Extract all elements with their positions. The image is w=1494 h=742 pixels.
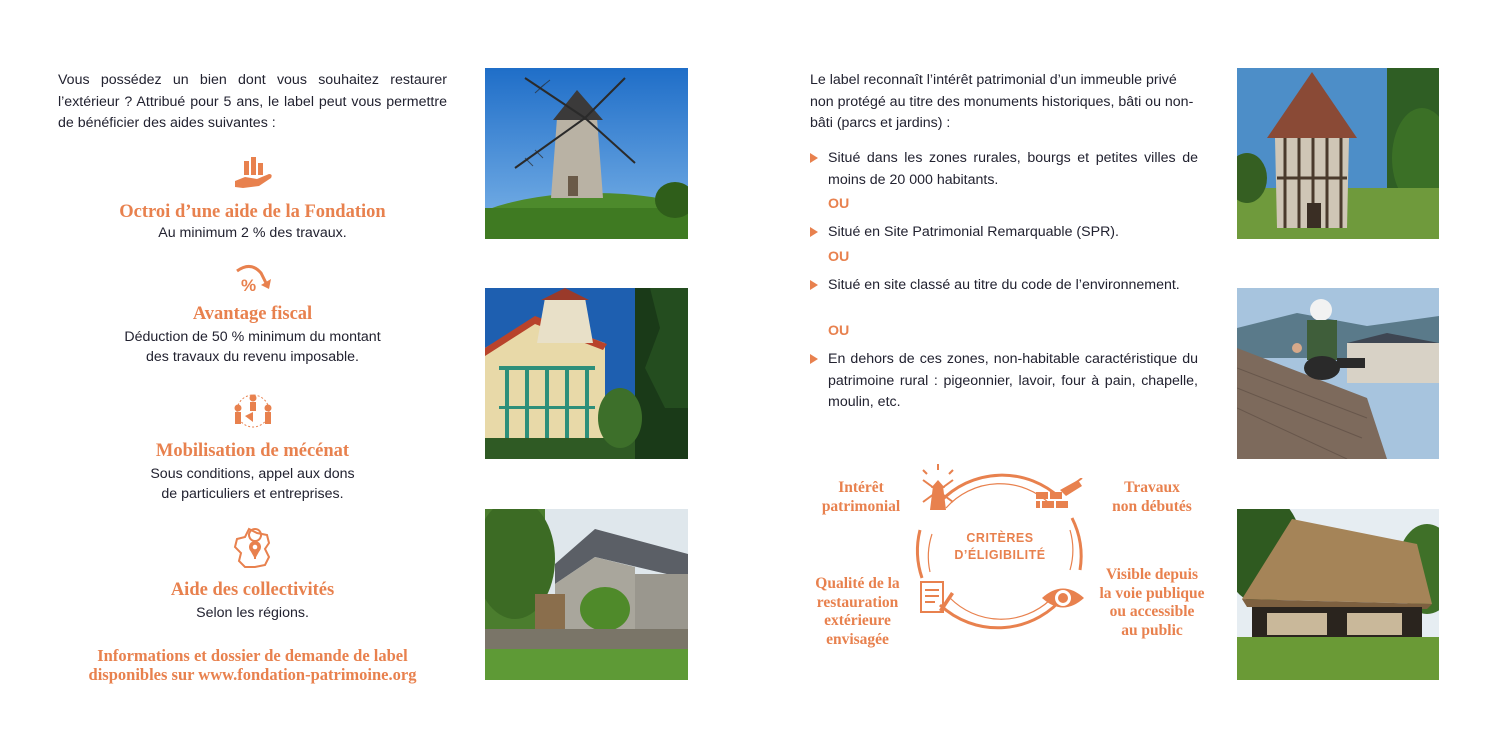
or-separator: OU bbox=[828, 249, 850, 265]
windmill-photo bbox=[485, 68, 688, 239]
criterion-text: Situé en Site Patrimonial Remarquable (SPR). bbox=[828, 224, 1119, 240]
windmill-icon bbox=[915, 462, 961, 512]
bricks-trowel-icon bbox=[1034, 478, 1084, 514]
bullet-triangle-icon bbox=[810, 354, 818, 364]
benefit-title: Octroi d’une aide de la Fondation bbox=[119, 202, 386, 222]
benefit-collectivites bbox=[58, 527, 447, 623]
benefit-fondation bbox=[58, 155, 447, 243]
criterion-line: Qualité de la bbox=[815, 575, 900, 592]
benefit-title: Aide des collectivités bbox=[170, 580, 335, 600]
benefit-desc-line: Sous conditions, appel aux dons bbox=[150, 466, 355, 482]
criterion-line: ou accessible bbox=[1109, 603, 1195, 620]
criterion-text: Situé dans les zones rurales, bourgs et petites villes de moins de 20 000 habitants. bbox=[828, 150, 1198, 188]
hand-coins-icon bbox=[231, 155, 275, 193]
criteria-title bbox=[930, 530, 1070, 564]
bullet-triangle-icon bbox=[810, 227, 818, 237]
stone-cottage-photo bbox=[485, 509, 688, 680]
criterion-line: la voie publique bbox=[1099, 584, 1205, 602]
bullet-triangle-icon bbox=[810, 280, 818, 290]
label-intro: Le label reconnaît l’intérêt patrimonial d’un immeuble privé non protégé au titre des monuments historiques, bâti ou non-bâti (parcs et jardins) : bbox=[810, 72, 1194, 131]
criterion-travaux bbox=[1082, 479, 1222, 516]
benefit-title: Mobilisation de mécénat bbox=[155, 441, 350, 461]
intro-paragraph: Vous possédez un bien dont vous souhaitez restaurer l’extérieur ? Attribué pour 5 ans, le label peut vous permettre de bénéficier des aides suivantes : bbox=[58, 72, 447, 131]
benefit-fiscal bbox=[58, 263, 447, 367]
france-map-pin-icon bbox=[231, 527, 275, 571]
criterion-item bbox=[810, 275, 1198, 297]
criterion-line: extérieure bbox=[824, 612, 891, 629]
timber-dovecote-photo bbox=[1237, 68, 1439, 239]
benefit-desc-line: Déduction de 50 % minimum du montant bbox=[124, 329, 381, 345]
criterion-text: En dehors de ces zones, non-habitable caractéristique du patrimoine rural : pigeonnier, lavoir, four à pain, chapelle, moulin, etc. bbox=[828, 351, 1198, 410]
info-website-link[interactable]: disponibles sur www.fondation-patrimoine.org bbox=[88, 665, 417, 684]
criterion-qualite bbox=[800, 575, 915, 649]
benefit-desc-line: de particuliers et entreprises. bbox=[161, 486, 344, 502]
criterion-interet bbox=[808, 479, 914, 516]
eye-icon bbox=[1040, 585, 1086, 611]
criteria-title-line: CRITÈRES bbox=[966, 531, 1034, 545]
benefit-mecenat bbox=[58, 392, 447, 504]
criterion-item bbox=[810, 349, 1198, 414]
info-footer bbox=[58, 646, 447, 684]
or-separator: OU bbox=[828, 196, 850, 212]
criterion-line: Visible depuis bbox=[1105, 566, 1199, 583]
criteria-title-line: D’ÉLIGIBILITÉ bbox=[954, 548, 1046, 562]
info-line: Informations et dossier de demande de label bbox=[97, 646, 408, 665]
document-pen-icon bbox=[917, 578, 955, 618]
benefit-desc-line: des travaux du revenu imposable. bbox=[146, 349, 359, 365]
criterion-line: non débutés bbox=[1112, 497, 1192, 515]
or-separator: OU bbox=[828, 323, 850, 339]
criterion-line: patrimonial bbox=[821, 497, 901, 515]
criterion-line: restauration bbox=[816, 593, 899, 611]
roofer-photo bbox=[1237, 288, 1439, 459]
benefit-desc-line: Selon les régions. bbox=[196, 605, 309, 621]
criterion-line: Travaux bbox=[1124, 479, 1180, 496]
criterion-item bbox=[810, 222, 1198, 244]
villa-veranda-photo bbox=[485, 288, 688, 459]
criterion-line: Intérêt bbox=[838, 479, 884, 496]
bullet-triangle-icon bbox=[810, 153, 818, 163]
criterion-text: Situé en site classé au titre du code de l’environnement. bbox=[828, 277, 1180, 293]
people-megaphone-icon bbox=[231, 392, 275, 430]
criterion-line: au public bbox=[1121, 621, 1183, 639]
thatched-barn-photo bbox=[1237, 509, 1439, 680]
criterion-line: envisagée bbox=[826, 630, 889, 648]
percent-arrow-icon bbox=[231, 263, 275, 301]
criterion-visible bbox=[1082, 566, 1222, 640]
criterion-item bbox=[810, 148, 1198, 191]
benefit-desc-line: Au minimum 2 % des travaux. bbox=[158, 225, 347, 241]
svg-text:%: % bbox=[240, 276, 256, 295]
benefit-title: Avantage fiscal bbox=[192, 304, 313, 324]
